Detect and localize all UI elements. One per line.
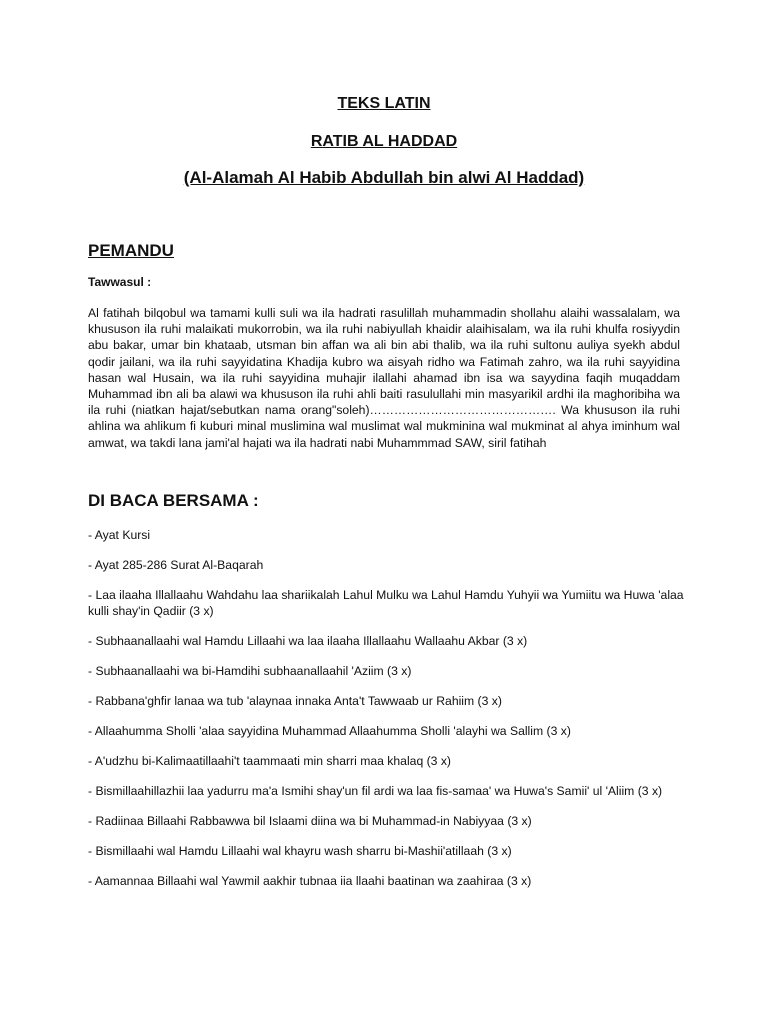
tawwasul-paragraph: Al fatihah bilqobul wa tamami kulli suli wa ila hadrati rasulillah muhammadin shollahu alaihi wassalalam, wa khususon ila ruhi malaikati mukorrobin, wa ila ruhi nabiyullah khaidir alaihisalam, wa ila ruhi khulfa rosiyydin abu bakar, umar bin khataab, utsman bin affan wa ali bin abi thalib, wa ila ruhi sultonu auliya syekh abdul qodir jailani, wa ila ruhi sayyidatina Khadija kubro wa aisyah ridho wa Fatimah zahro, wa ila ruhi sayyidina hasan wal Husain, wa ila ruhi sayyidina muhajir ilallahi ahamad ibn isa wa sayydina faqih muqaddam Muhammad ibn ali ba alawi wa khususon ila ruhi ahli baiti rasulullahi min masyarikil ardhi ila maghoribiha wa ila ruhi (niatkan hajat/sebutkan nama orang"soleh)………………………………………. Wa khususon ila ruhi ahlina wa ahlikum fi kuburi minal muslimina wal muslimat wal mukminina wal mukminat al ahya iminhum wal amwat, wa takdi lana jami'al hajati wa ila hadrati nabi Muhammmad SAW, siril fatihah xyxy=(88,306,680,450)
list-item: - Subhaanallaahi wal Hamdu Lillaahi wa laa ilaaha Illallaahu Wallaahu Akbar (3 x) xyxy=(88,634,528,648)
list-item: - Allaahumma Sholli 'alaa sayyidina Muhammad Allaahumma Sholli 'alayhi wa Sallim (3 x) xyxy=(88,724,571,738)
list-item: - Radiinaa Billaahi Rabbawwa bil Islaami diina wa bi Muhammad-in Nabiyyaa (3 x) xyxy=(88,814,532,828)
subheading-tawwasul: Tawwasul : xyxy=(88,275,152,289)
section-heading-dibaca: DI BACA BERSAMA : xyxy=(88,491,259,510)
list-item: - Aamannaa Billaahi wal Yawmil aakhir tubnaa iia llaahi baatinan wa zaahiraa (3 x) xyxy=(88,874,532,888)
list-item: - Rabbana'ghfir lanaa wa tub 'alaynaa innaka Anta't Tawwaab ur Rahiim (3 x) xyxy=(88,694,502,708)
list-item: - Subhaanallaahi wa bi-Hamdihi subhaanallaahil 'Aziim (3 x) xyxy=(88,664,412,678)
list-item: - A'udzhu bi-Kalimaatillaahi't taammaati min sharri maa khalaq (3 x) xyxy=(88,754,451,768)
list-item: - Bismillaahi wal Hamdu Lillaahi wal khayru wash sharru bi-Mashii'atillaah (3 x) xyxy=(88,844,512,858)
list-item: - Laa ilaaha Illallaahu Wahdahu laa shariikalah Lahul Mulku wa Lahul Hamdu Yuhyii wa Yumiitu wa Huwa 'alaa kulli shay'in Qadiir (3 x) xyxy=(88,588,684,618)
list-item: - Ayat Kursi xyxy=(88,528,151,542)
section-heading-pemandu: PEMANDU xyxy=(88,241,174,260)
document-author-line: (Al-Alamah Al Habib Abdullah bin alwi Al Haddad) xyxy=(183,168,585,187)
document-subtitle: RATIB AL HADDAD xyxy=(310,133,458,150)
list-item: - Ayat 285-286 Surat Al-Baqarah xyxy=(88,558,264,572)
document-title: TEKS LATIN xyxy=(337,95,431,112)
recitation-list xyxy=(88,527,684,903)
list-item: - Bismillaahillazhii laa yadurru ma'a Ismihi shay'un fil ardi wa laa fis-samaa' wa Huwa's Samii' ul 'Aliim (3 x) xyxy=(88,784,663,798)
